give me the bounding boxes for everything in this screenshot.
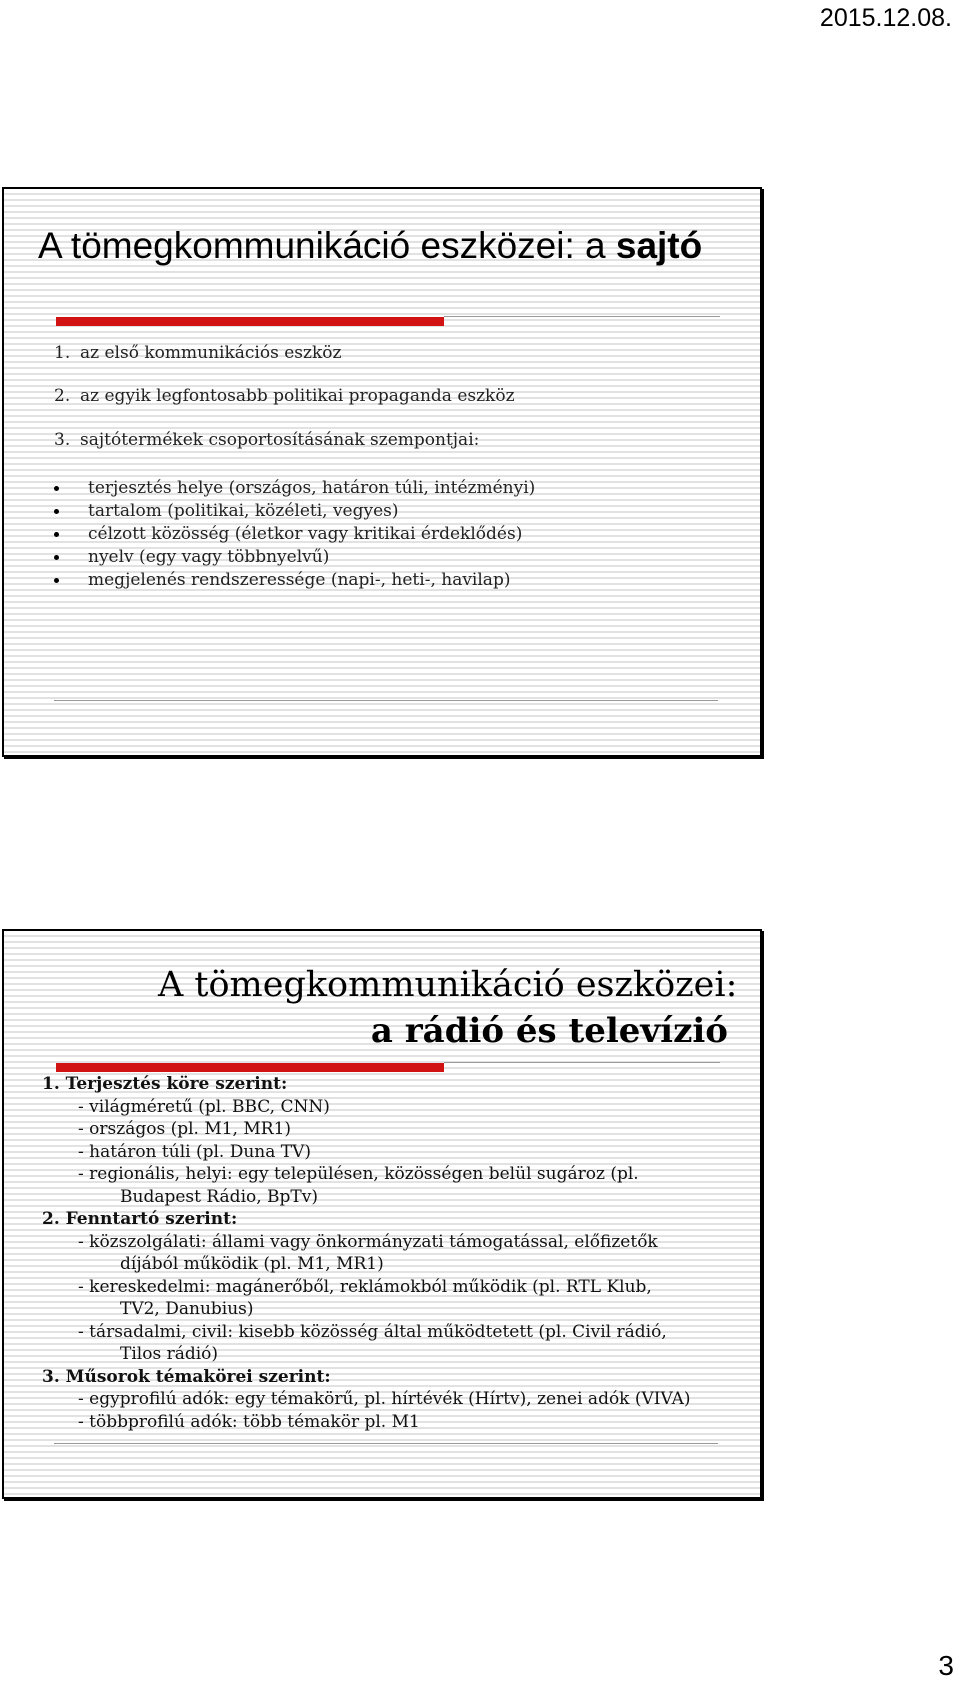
slide-title-line1: A tömegkommunikáció eszközei:	[158, 965, 738, 1005]
list-item: - egyprofilú adók: egy témakörű, pl. hírtévék (Hírtv), zenei adók (VIVA)	[78, 1389, 691, 1409]
list-item: - többprofilú adók: több témakör pl. M1	[78, 1411, 420, 1432]
slide-title	[38, 225, 702, 267]
bullet-text: terjesztés helye (országos, határon túli, intézményi)	[88, 478, 536, 498]
print-date: 2015.12.08.	[819, 4, 952, 32]
slide-body	[42, 1073, 691, 1433]
item-number: 3.	[54, 430, 71, 450]
item-text: sajtótermékek csoportosításának szempontjai:	[80, 430, 480, 450]
bullet-item	[54, 546, 535, 569]
section-heading: 1. Terjesztés köre szerint:	[42, 1074, 288, 1094]
bullet-text: tartalom (politikai, közéleti, vegyes)	[88, 501, 399, 521]
bullet-text: célzott közösség (életkor vagy kritikai érdeklődés)	[88, 524, 523, 544]
slide-radio-tv	[2, 929, 762, 1499]
list-item: - határon túli (pl. Duna TV)	[78, 1141, 312, 1162]
bullet-item	[54, 500, 535, 523]
bullet-dot-icon	[54, 486, 59, 491]
title-accent-bar	[56, 1063, 444, 1072]
list-item-continuation: TV2, Danubius)	[120, 1299, 254, 1319]
list-item-continuation: Tilos rádió)	[120, 1344, 219, 1364]
footer-rule	[54, 1443, 718, 1444]
item-text: az első kommunikációs eszköz	[80, 343, 342, 363]
item-text: az egyik legfontosabb politikai propaganda eszköz	[80, 386, 515, 406]
section-heading: 3. Műsorok témakörei szerint:	[42, 1366, 331, 1387]
bullet-dot-icon	[54, 532, 59, 537]
page-number: 3	[938, 1650, 954, 1681]
bullet-text: megjelenés rendszeressége (napi-, heti-, havilap)	[88, 570, 511, 590]
slide-title-line2: a rádió és televízió	[370, 1011, 728, 1051]
bullet-dot-icon	[54, 578, 59, 583]
bullet-item	[54, 523, 535, 546]
list-item: - közszolgálati: állami vagy önkormányzati támogatással, előfizetők	[78, 1231, 658, 1252]
list-item: - regionális, helyi: egy településen, közösségen belül sugároz (pl.	[78, 1164, 639, 1184]
list-item-continuation: Budapest Rádio, BpTv)	[120, 1186, 318, 1207]
bullet-dot-icon	[54, 509, 59, 514]
numbered-item	[54, 343, 341, 363]
list-item: - kereskedelmi: magánerőből, reklámokból működik (pl. RTL Klub,	[78, 1276, 652, 1297]
item-number: 1.	[54, 343, 71, 363]
title-rule	[444, 316, 720, 317]
list-item: - országos (pl. M1, MR1)	[78, 1119, 292, 1139]
numbered-item	[54, 386, 515, 406]
slide-title-bold: sajtó	[615, 225, 703, 266]
bullet-dot-icon	[54, 555, 59, 560]
bullet-text: nyelv (egy vagy többnyelvű)	[88, 547, 330, 567]
bullet-list	[54, 477, 535, 592]
title-rule	[444, 1062, 720, 1063]
item-number: 2.	[54, 386, 71, 406]
list-item: - világméretű (pl. BBC, CNN)	[78, 1096, 330, 1117]
section-heading: 2. Fenntartó szerint:	[42, 1209, 238, 1229]
footer-rule	[54, 700, 718, 701]
slide-press	[2, 187, 762, 757]
slide-title-prefix: A tömegkommunikáció eszközei: a	[38, 225, 616, 266]
bullet-item	[54, 477, 535, 500]
list-item-continuation: díjából működik (pl. M1, MR1)	[120, 1254, 384, 1274]
list-item: - társadalmi, civil: kisebb közösség által működtetett (pl. Civil rádió,	[78, 1321, 667, 1342]
numbered-item	[54, 430, 479, 450]
bullet-item	[54, 569, 535, 592]
title-accent-bar	[56, 317, 444, 326]
